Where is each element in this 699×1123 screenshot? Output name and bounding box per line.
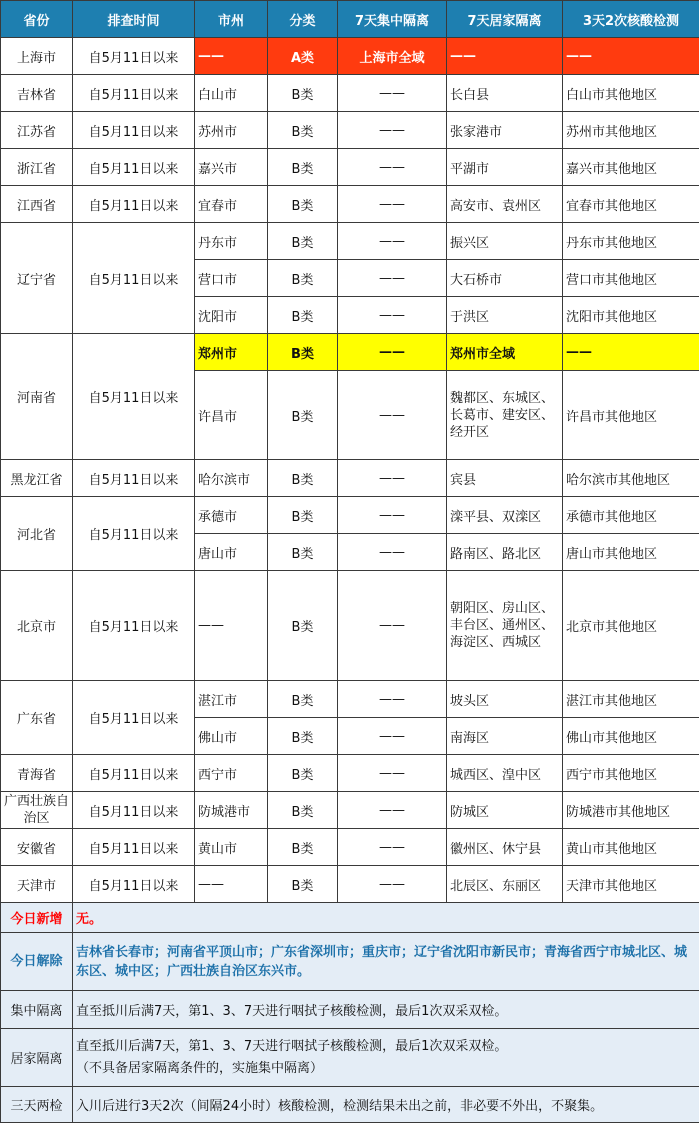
central-isolation-cell: —— (338, 460, 447, 497)
col-header-home-isolation: 7天居家隔离 (447, 1, 563, 38)
table-row (1, 334, 699, 371)
province-cell: 上海市 (1, 38, 73, 75)
nucleic-test-cell: —— (563, 334, 699, 371)
class-cell: B类 (268, 571, 338, 681)
city-cell: 嘉兴市 (195, 149, 268, 186)
col-header-nucleic-test: 3天2次核酸检测 (563, 1, 699, 38)
nucleic-test-cell: —— (563, 38, 699, 75)
central-isolation-cell: 上海市全域 (338, 38, 447, 75)
table-row (1, 497, 699, 534)
city-cell: —— (195, 866, 268, 903)
central-isolation-cell: —— (338, 75, 447, 112)
nucleic-test-cell: 防城港市其他地区 (563, 792, 699, 829)
central-isolation-cell: —— (338, 297, 447, 334)
table-row (1, 149, 699, 186)
time-cell: 自5月11日以来 (73, 75, 195, 112)
time-cell: 自5月11日以来 (73, 38, 195, 75)
nucleic-test-cell: 营口市其他地区 (563, 260, 699, 297)
class-cell: B类 (268, 866, 338, 903)
province-cell: 天津市 (1, 866, 73, 903)
class-cell: A类 (268, 38, 338, 75)
table-row (1, 755, 699, 792)
province-cell: 河北省 (1, 497, 73, 571)
class-cell: B类 (268, 260, 338, 297)
home-isolation-cell: —— (447, 38, 563, 75)
province-cell: 辽宁省 (1, 223, 73, 334)
city-cell: 承德市 (195, 497, 268, 534)
nucleic-test-cell: 哈尔滨市其他地区 (563, 460, 699, 497)
today-new-label: 今日新增 (1, 903, 73, 933)
province-cell: 黑龙江省 (1, 460, 73, 497)
central-isolation-rule-text: 直至抵川后满7天，第1、3、7天进行咽拭子核酸检测，最后1次双采双检。 (73, 991, 699, 1029)
home-isolation-rule-text: 直至抵川后满7天，第1、3、7天进行咽拭子核酸检测，最后1次双采双检。 (76, 1036, 696, 1058)
nucleic-test-cell: 白山市其他地区 (563, 75, 699, 112)
city-cell: 防城港市 (195, 792, 268, 829)
central-isolation-cell: —— (338, 497, 447, 534)
city-cell: 唐山市 (195, 534, 268, 571)
table-row (1, 829, 699, 866)
home-isolation-cell: 魏都区、东城区、长葛市、建安区、经开区 (447, 371, 563, 460)
home-isolation-rule-row (1, 1029, 699, 1087)
table-row (1, 186, 699, 223)
home-isolation-cell: 高安市、袁州区 (447, 186, 563, 223)
three-day-test-rule-label: 三天两检 (1, 1087, 73, 1123)
province-cell: 河南省 (1, 334, 73, 460)
nucleic-test-cell: 丹东市其他地区 (563, 223, 699, 260)
class-cell: B类 (268, 112, 338, 149)
central-isolation-rule-row (1, 991, 699, 1029)
class-cell: B类 (268, 75, 338, 112)
nucleic-test-cell: 西宁市其他地区 (563, 755, 699, 792)
time-cell: 自5月11日以来 (73, 112, 195, 149)
home-isolation-cell: 宾县 (447, 460, 563, 497)
table-row (1, 223, 699, 260)
class-cell: B类 (268, 534, 338, 571)
three-day-test-rule-text: 入川后进行3天2次（间隔24小时）核酸检测，检测结果未出之前，非必要不外出，不聚集。 (73, 1087, 699, 1123)
home-isolation-rule-note: （不具备居家隔离条件的，实施集中隔离） (76, 1058, 696, 1080)
city-cell: 苏州市 (195, 112, 268, 149)
nucleic-test-cell: 佛山市其他地区 (563, 718, 699, 755)
central-isolation-cell: —— (338, 718, 447, 755)
central-isolation-cell: —— (338, 792, 447, 829)
city-cell: 宜春市 (195, 186, 268, 223)
central-isolation-cell: —— (338, 112, 447, 149)
col-header-province: 省份 (1, 1, 73, 38)
table-row (1, 38, 699, 75)
home-isolation-cell: 滦平县、双滦区 (447, 497, 563, 534)
central-isolation-cell: —— (338, 829, 447, 866)
nucleic-test-cell: 唐山市其他地区 (563, 534, 699, 571)
city-cell: 白山市 (195, 75, 268, 112)
class-cell: B类 (268, 497, 338, 534)
table-row (1, 792, 699, 829)
central-isolation-cell: —— (338, 681, 447, 718)
home-isolation-cell: 长白县 (447, 75, 563, 112)
home-isolation-cell: 郑州市全域 (447, 334, 563, 371)
nucleic-test-cell: 黄山市其他地区 (563, 829, 699, 866)
province-cell: 广东省 (1, 681, 73, 755)
class-cell: B类 (268, 792, 338, 829)
province-cell: 北京市 (1, 571, 73, 681)
central-isolation-cell: —— (338, 186, 447, 223)
table-header-row (1, 1, 699, 38)
class-cell: B类 (268, 371, 338, 460)
class-cell: B类 (268, 755, 338, 792)
time-cell: 自5月11日以来 (73, 755, 195, 792)
table-row (1, 571, 699, 681)
today-lifted-text: 吉林省长春市；河南省平顶山市；广东省深圳市；重庆市；辽宁省沈阳市新民市；青海省西宁市城北区、城东区、城中区；广西壮族自治区东兴市。 (73, 933, 699, 991)
city-cell: 许昌市 (195, 371, 268, 460)
home-isolation-cell: 张家港市 (447, 112, 563, 149)
time-cell: 自5月11日以来 (73, 792, 195, 829)
city-cell: 西宁市 (195, 755, 268, 792)
central-isolation-cell: —— (338, 334, 447, 371)
province-cell: 江苏省 (1, 112, 73, 149)
table-row (1, 112, 699, 149)
province-cell: 江西省 (1, 186, 73, 223)
class-cell: B类 (268, 223, 338, 260)
central-isolation-cell: —— (338, 371, 447, 460)
col-header-central-isolation: 7天集中隔离 (338, 1, 447, 38)
time-cell: 自5月11日以来 (73, 149, 195, 186)
today-new-text: 无。 (73, 903, 699, 933)
province-cell: 浙江省 (1, 149, 73, 186)
city-cell: 黄山市 (195, 829, 268, 866)
today-new-row (1, 903, 699, 933)
class-cell: B类 (268, 460, 338, 497)
home-isolation-cell: 平湖市 (447, 149, 563, 186)
class-cell: B类 (268, 297, 338, 334)
nucleic-test-cell: 承德市其他地区 (563, 497, 699, 534)
central-isolation-rule-label: 集中隔离 (1, 991, 73, 1029)
province-cell: 安徽省 (1, 829, 73, 866)
nucleic-test-cell: 苏州市其他地区 (563, 112, 699, 149)
home-isolation-cell: 防城区 (447, 792, 563, 829)
home-isolation-rule-label: 居家隔离 (1, 1029, 73, 1087)
nucleic-test-cell: 天津市其他地区 (563, 866, 699, 903)
central-isolation-cell: —— (338, 866, 447, 903)
province-cell: 广西壮族自治区 (1, 792, 73, 829)
city-cell: 营口市 (195, 260, 268, 297)
time-cell: 自5月11日以来 (73, 497, 195, 571)
central-isolation-cell: —— (338, 534, 447, 571)
home-isolation-cell: 振兴区 (447, 223, 563, 260)
city-cell: 沈阳市 (195, 297, 268, 334)
three-day-test-rule-row (1, 1087, 699, 1123)
time-cell: 自5月11日以来 (73, 681, 195, 755)
city-cell: —— (195, 571, 268, 681)
city-cell: —— (195, 38, 268, 75)
city-cell: 郑州市 (195, 334, 268, 371)
home-isolation-cell: 于洪区 (447, 297, 563, 334)
col-header-time: 排查时间 (73, 1, 195, 38)
table-row (1, 681, 699, 718)
class-cell: B类 (268, 149, 338, 186)
central-isolation-cell: —— (338, 260, 447, 297)
class-cell: B类 (268, 829, 338, 866)
time-cell: 自5月11日以来 (73, 866, 195, 903)
home-isolation-rule-cell (73, 1029, 699, 1087)
central-isolation-cell: —— (338, 223, 447, 260)
time-cell: 自5月11日以来 (73, 223, 195, 334)
central-isolation-cell: —— (338, 755, 447, 792)
home-isolation-cell: 城西区、湟中区 (447, 755, 563, 792)
time-cell: 自5月11日以来 (73, 571, 195, 681)
home-isolation-cell: 南海区 (447, 718, 563, 755)
city-cell: 湛江市 (195, 681, 268, 718)
nucleic-test-cell: 嘉兴市其他地区 (563, 149, 699, 186)
home-isolation-cell: 徽州区、休宁县 (447, 829, 563, 866)
time-cell: 自5月11日以来 (73, 186, 195, 223)
class-cell: B类 (268, 334, 338, 371)
nucleic-test-cell: 许昌市其他地区 (563, 371, 699, 460)
today-lifted-label: 今日解除 (1, 933, 73, 991)
table-row (1, 75, 699, 112)
nucleic-test-cell: 沈阳市其他地区 (563, 297, 699, 334)
home-isolation-cell: 北辰区、东丽区 (447, 866, 563, 903)
home-isolation-cell: 大石桥市 (447, 260, 563, 297)
province-cell: 吉林省 (1, 75, 73, 112)
home-isolation-cell: 朝阳区、房山区、丰台区、通州区、海淀区、西城区 (447, 571, 563, 681)
col-header-city: 市州 (195, 1, 268, 38)
home-isolation-cell: 坡头区 (447, 681, 563, 718)
central-isolation-cell: —— (338, 571, 447, 681)
nucleic-test-cell: 宜春市其他地区 (563, 186, 699, 223)
home-isolation-cell: 路南区、路北区 (447, 534, 563, 571)
table-row (1, 460, 699, 497)
time-cell: 自5月11日以来 (73, 334, 195, 460)
table-row (1, 866, 699, 903)
nucleic-test-cell: 北京市其他地区 (563, 571, 699, 681)
class-cell: B类 (268, 186, 338, 223)
city-cell: 哈尔滨市 (195, 460, 268, 497)
class-cell: B类 (268, 718, 338, 755)
col-header-class: 分类 (268, 1, 338, 38)
class-cell: B类 (268, 681, 338, 718)
time-cell: 自5月11日以来 (73, 829, 195, 866)
today-lifted-row (1, 933, 699, 991)
province-cell: 青海省 (1, 755, 73, 792)
city-cell: 丹东市 (195, 223, 268, 260)
time-cell: 自5月11日以来 (73, 460, 195, 497)
central-isolation-cell: —— (338, 149, 447, 186)
nucleic-test-cell: 湛江市其他地区 (563, 681, 699, 718)
city-cell: 佛山市 (195, 718, 268, 755)
